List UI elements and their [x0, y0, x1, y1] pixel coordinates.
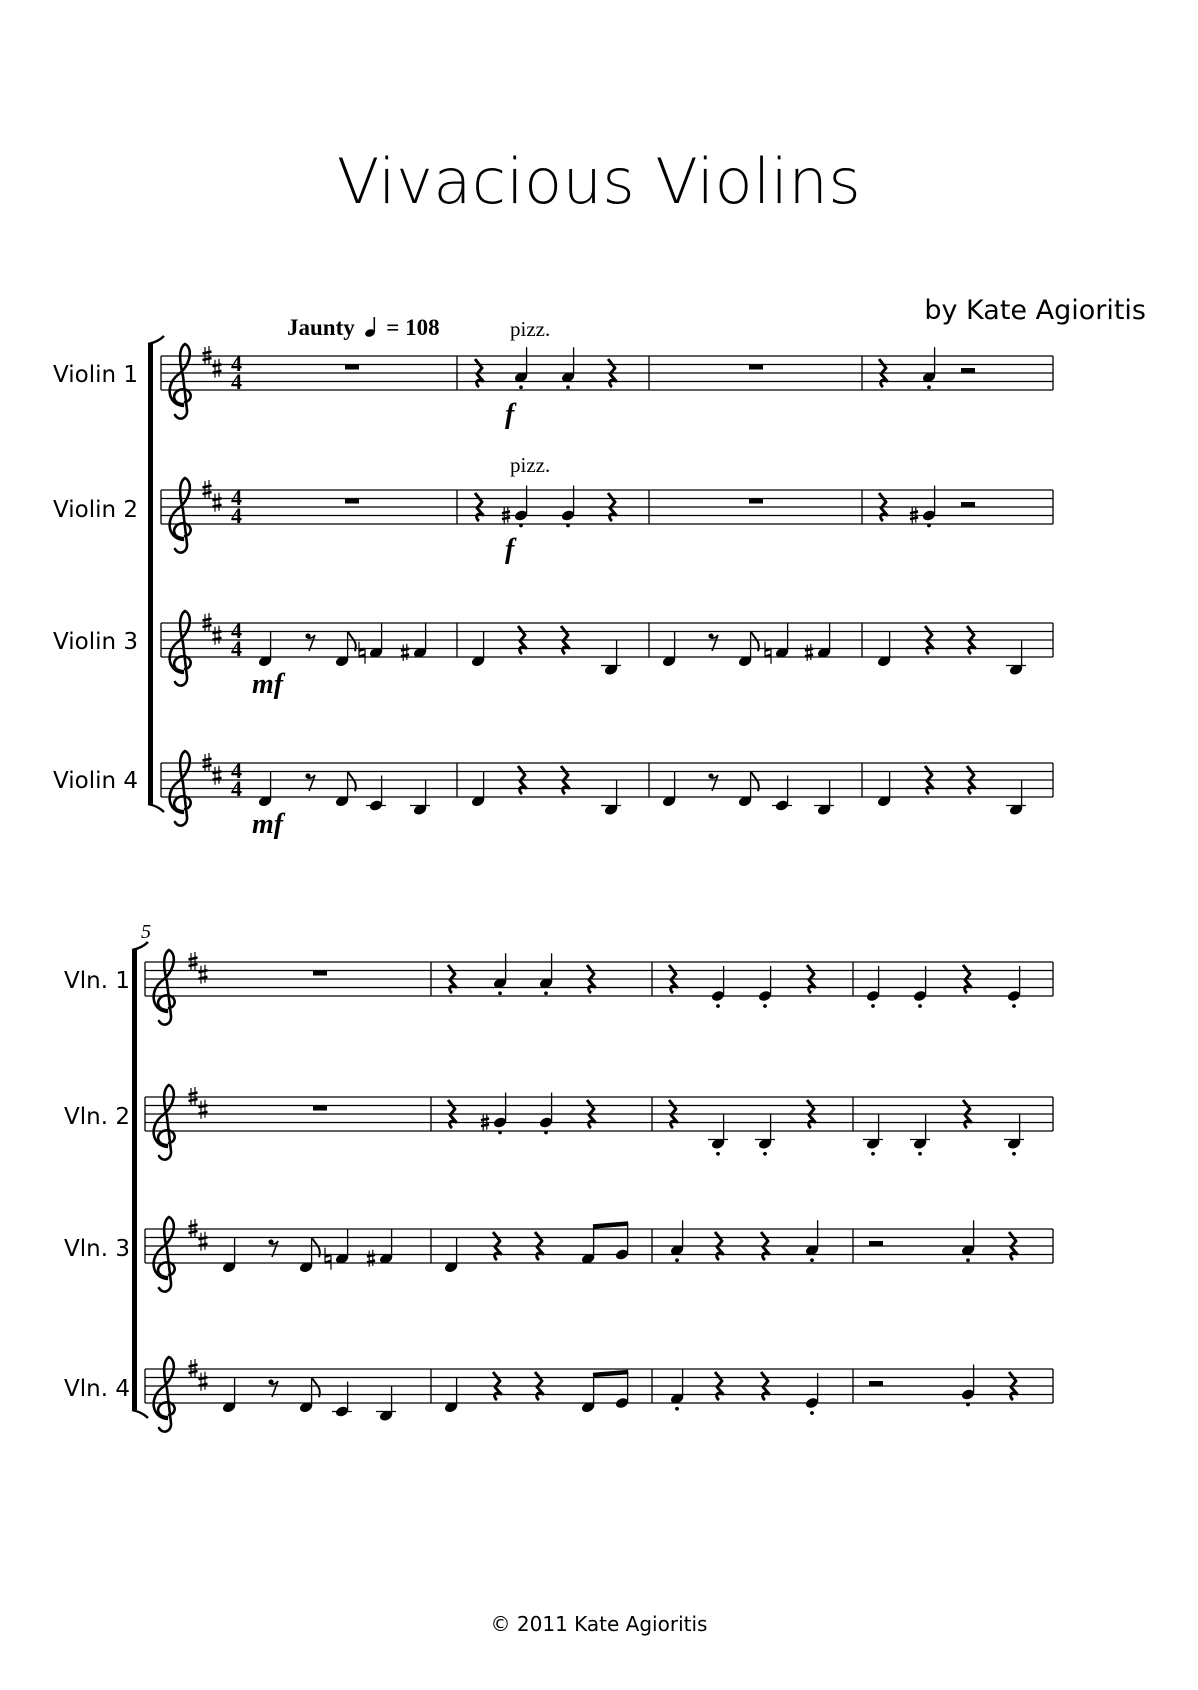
- staccato-dot: [544, 1131, 548, 1135]
- staccato-dot: [1012, 1152, 1016, 1156]
- pizzicato-marking: pizz.: [510, 453, 551, 477]
- violin4-measures-1-4: [252, 766, 1026, 840]
- whole-rest: [749, 365, 763, 370]
- staccato-dot: [716, 1004, 720, 1008]
- half-rest: [869, 1381, 883, 1386]
- time-signature-top: 4: [231, 351, 242, 376]
- quarter-note: [662, 631, 677, 667]
- vln3-measures-5-8: [222, 1220, 1017, 1273]
- staccato-dot: [519, 385, 523, 389]
- staccato-dot: [763, 1004, 767, 1008]
- staccato-dot: [519, 524, 523, 528]
- vln2-measures-5-8: [313, 1093, 1024, 1156]
- system1-bracket: [148, 336, 164, 812]
- whole-rest: [345, 365, 359, 370]
- quarter-note: [299, 1237, 320, 1273]
- quarter-note: [514, 347, 529, 389]
- bracket-hook: [148, 336, 164, 344]
- staccato-dot: [1012, 1004, 1016, 1008]
- sharp-sign: [199, 965, 208, 984]
- dynamic-mezzo-forte: mf: [252, 669, 284, 700]
- quarter-note: [222, 1377, 237, 1413]
- staccato-dot: [544, 991, 548, 995]
- quarter-note: [805, 1220, 820, 1262]
- bracket-bar: [132, 950, 137, 1410]
- whole-rest: [313, 971, 327, 976]
- bracket-hook: [132, 942, 148, 950]
- time-signature-bottom: 4: [231, 776, 242, 801]
- tempo-bpm: = 108: [386, 315, 440, 340]
- staccato-dot: [918, 1152, 922, 1156]
- staff-system1-violin1: [161, 344, 1053, 419]
- time-signature-bottom: 4: [231, 636, 242, 661]
- quarter-note: [401, 623, 427, 661]
- composer-credit: by Kate Agioritis: [924, 295, 1146, 326]
- staccato-dot: [871, 1152, 875, 1156]
- quarter-note: [539, 953, 554, 995]
- tempo-text: Jaunty: [287, 315, 355, 340]
- staccato-dot: [810, 1258, 814, 1262]
- quarter-note: [961, 1220, 976, 1262]
- quarter-note: [708, 1114, 728, 1156]
- sharp-sign: [213, 493, 222, 512]
- stave-label-vln-2: Vln. 2: [64, 1104, 130, 1130]
- stave-label-vln-4: Vln. 4: [64, 1376, 130, 1402]
- sharp-sign: [213, 766, 222, 785]
- bracket-bar: [148, 344, 153, 804]
- quarter-note: [1006, 780, 1026, 816]
- quarter-note: [601, 640, 621, 676]
- quarter-note: [332, 1382, 352, 1418]
- copyright-notice: © 2011 Kate Agioritis: [490, 1612, 708, 1636]
- dynamic-mezzo-forte: mf: [252, 809, 284, 840]
- quarter-note: [670, 1220, 685, 1262]
- quarter-note: [877, 771, 892, 807]
- quarter-note: [335, 771, 356, 807]
- staccato-dot: [566, 524, 570, 528]
- piece-title: Vivacious Violins: [336, 145, 862, 218]
- quarter-note: [814, 780, 834, 816]
- system2-bracket: [132, 942, 148, 1418]
- vln4-measures-5-8: [222, 1365, 1017, 1423]
- quarter-note: [493, 953, 508, 995]
- quarter-note: [670, 1369, 685, 1411]
- time-signature-bottom: 4: [231, 503, 242, 528]
- quarter-note: [910, 1114, 930, 1156]
- staccato-dot: [675, 1407, 679, 1411]
- dynamic-forte: f: [505, 399, 515, 430]
- half-rest: [961, 502, 975, 507]
- quarter-note: [738, 631, 759, 667]
- quarter-note: [444, 1377, 459, 1413]
- quarter-note: [471, 771, 486, 807]
- sharp-sign: [401, 644, 409, 661]
- pizzicato-marking: pizz.: [510, 317, 551, 341]
- quarter-note: [863, 1114, 883, 1156]
- quarter-note: [772, 776, 792, 812]
- staccato-dot: [966, 1258, 970, 1262]
- staccato-dot: [498, 1131, 502, 1135]
- bracket-hook: [132, 1410, 148, 1418]
- staccato-dot: [918, 1004, 922, 1008]
- staccato-dot: [927, 524, 931, 528]
- stave-label-violin-4: Violin 4: [53, 768, 138, 794]
- whole-rest: [313, 1106, 327, 1111]
- sharp-sign: [213, 626, 222, 645]
- quarter-note: [738, 771, 759, 807]
- whole-rest: [749, 499, 763, 504]
- sharp-sign: [199, 1100, 208, 1119]
- sharp-sign: [805, 644, 813, 661]
- staccato-dot: [675, 1258, 679, 1262]
- quarter-note: [376, 1386, 396, 1422]
- staccato-dot: [716, 1152, 720, 1156]
- sharp-sign: [199, 1372, 208, 1391]
- staccato-dot: [810, 1411, 814, 1415]
- quarter-note: [601, 780, 621, 816]
- quarter-note: [299, 1377, 320, 1413]
- time-signature-top: 4: [231, 758, 242, 783]
- dynamic-forte: f: [505, 534, 515, 565]
- staccato-dot: [498, 991, 502, 995]
- quarter-note: [922, 347, 937, 389]
- stave-label-violin-1: Violin 1: [53, 362, 138, 388]
- quarter-note: [1006, 640, 1026, 676]
- time-signature-top: 4: [231, 485, 242, 510]
- staff-system1-violin2: [161, 478, 1053, 553]
- stave-label-vln-1: Vln. 1: [64, 968, 130, 994]
- staccato-dot: [966, 1403, 970, 1407]
- staccato-dot: [871, 1004, 875, 1008]
- beam: [593, 1372, 628, 1375]
- natural-sign: [325, 1248, 331, 1270]
- quarter-note: [662, 771, 677, 807]
- time-signature-bottom: 4: [231, 369, 242, 394]
- violin3-measures-1-4: [252, 623, 1026, 700]
- quarter-note: [410, 780, 430, 816]
- quarter-note: [755, 1114, 775, 1156]
- quarter-note: [561, 347, 576, 389]
- staff-system2-vln2: [145, 1085, 1053, 1160]
- half-rest: [869, 1241, 883, 1246]
- quarter-note: [805, 623, 831, 661]
- staff-system2-vln4: [145, 1357, 1053, 1432]
- staff-system1-violin4: [161, 751, 1053, 826]
- sharp-sign: [367, 1250, 375, 1267]
- stave-label-violin-3: Violin 3: [53, 629, 138, 655]
- natural-sign: [359, 642, 365, 664]
- staccato-dot: [763, 1152, 767, 1156]
- staff-system1-violin3: [161, 611, 1053, 686]
- natural-sign: [765, 642, 771, 664]
- quarter-note: [367, 1229, 393, 1267]
- staff-system2-vln1: [145, 950, 1053, 1025]
- staccato-dot: [566, 385, 570, 389]
- staccato-dot: [927, 385, 931, 389]
- quarter-note: [258, 771, 273, 807]
- beam: [593, 1224, 628, 1227]
- stave-label-vln-3: Vln. 3: [64, 1236, 130, 1262]
- quarter-note: [258, 631, 273, 667]
- quarter-note: [877, 631, 892, 667]
- quarter-note: [222, 1237, 237, 1273]
- quarter-note: [471, 631, 486, 667]
- sharp-sign: [199, 1232, 208, 1251]
- measure-number: 5: [141, 921, 151, 943]
- quarter-note: [366, 776, 386, 812]
- time-signature-top: 4: [231, 618, 242, 643]
- quarter-note: [1004, 1114, 1024, 1156]
- stave-label-violin-2: Violin 2: [53, 497, 138, 523]
- quarter-note: [444, 1237, 459, 1273]
- half-rest: [961, 368, 975, 373]
- quarter-note: [335, 631, 356, 667]
- violin2-measures-1-4: [345, 453, 975, 565]
- bracket-hook: [148, 804, 164, 812]
- whole-rest: [345, 499, 359, 504]
- sharp-sign: [213, 359, 222, 378]
